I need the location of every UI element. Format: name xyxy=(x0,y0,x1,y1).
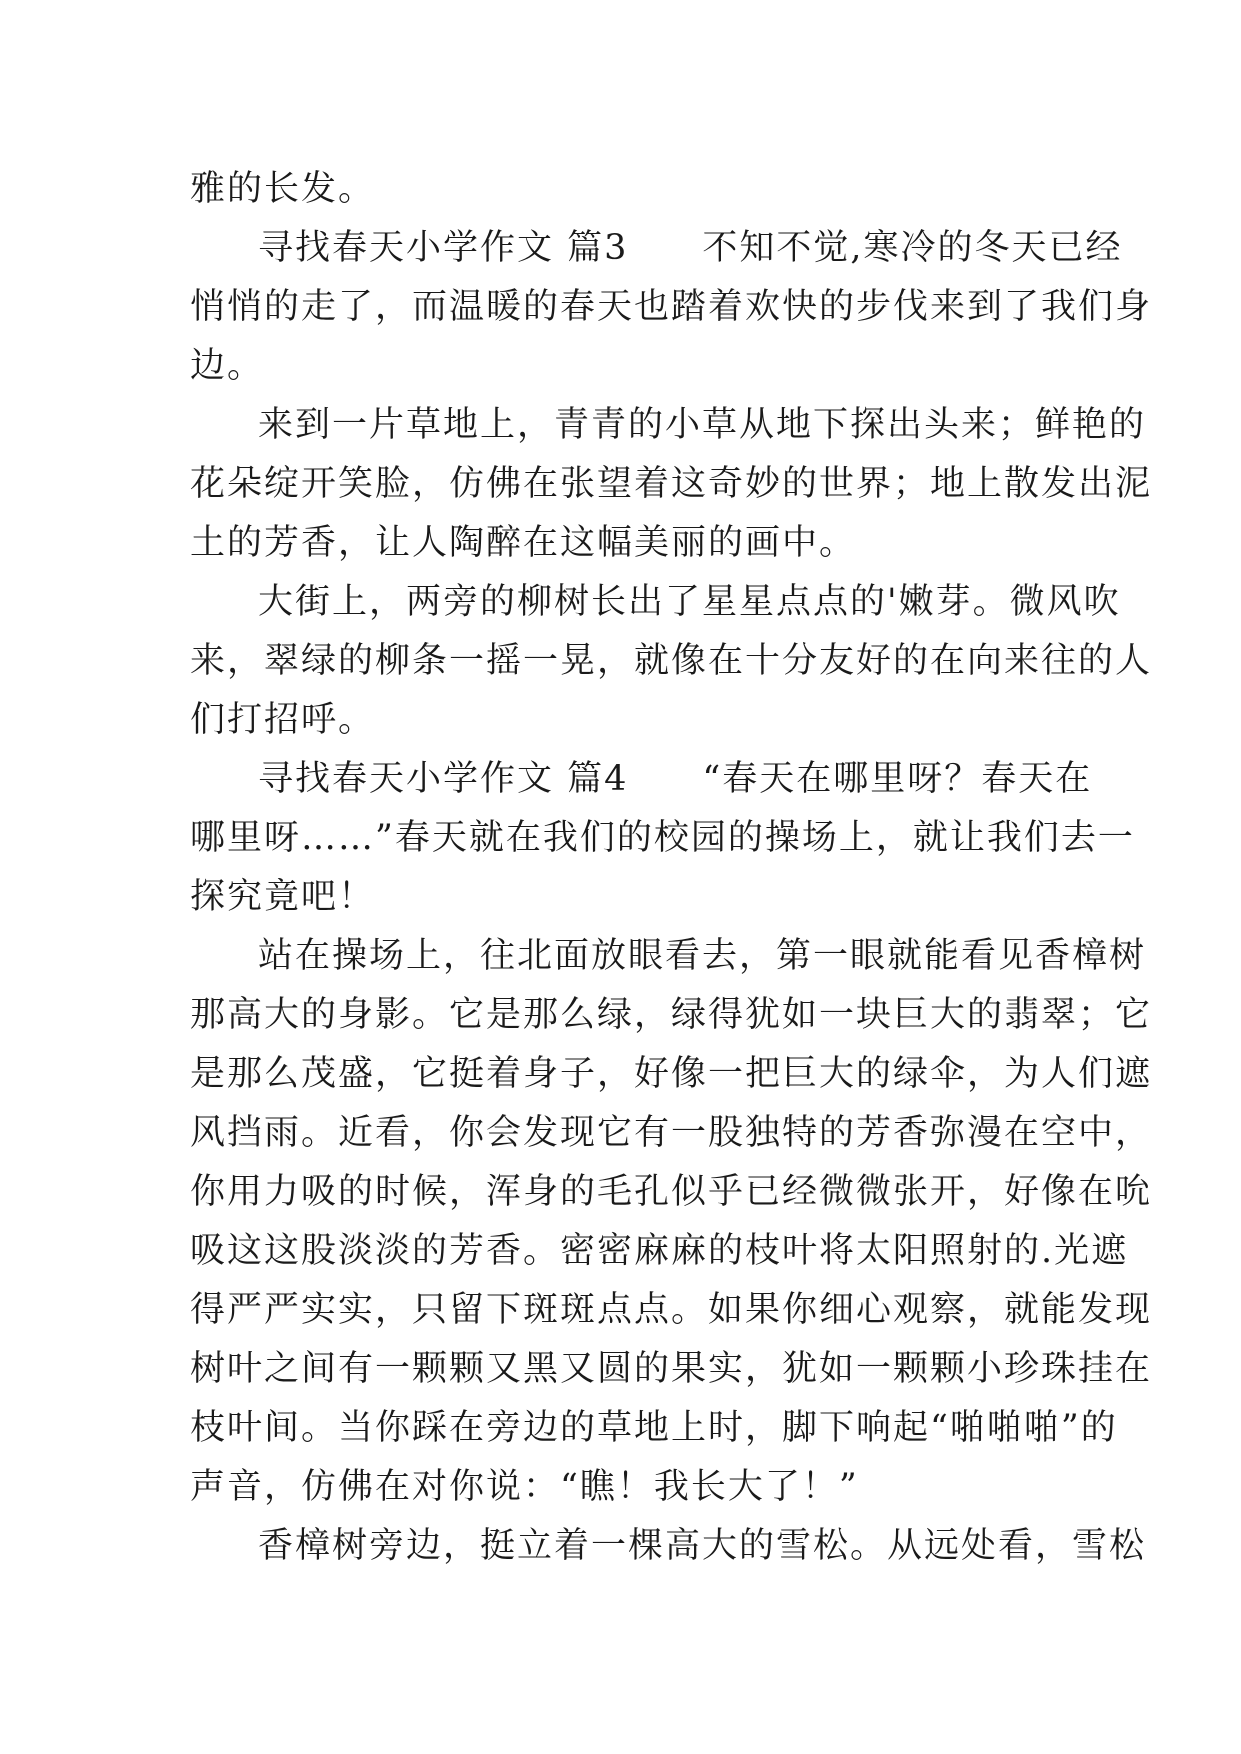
text-line: 那高大的身影。它是那么绿，绿得犹如一块巨大的翡翠；它 xyxy=(190,995,1153,1035)
text-line: 探究竟吧！ xyxy=(190,877,376,917)
text-line: 枝叶间。当你踩在旁边的草地上时，脚下响起“啪啪啪”的 xyxy=(190,1408,1118,1448)
article-body xyxy=(190,160,1153,1576)
paragraph-start-line: 寻找春天小学作文 篇3 不知不觉,寒冷的冬天已经 xyxy=(258,228,1123,268)
paragraph-start-line: 寻找春天小学作文 篇4 “春天在哪里呀？春天在 xyxy=(258,759,1093,799)
text-line: 得严严实实，只留下斑斑点点。如果你细心观察，就能发现 xyxy=(190,1290,1153,1330)
text-line: 是那么茂盛，它挺着身子，好像一把巨大的绿伞，为人们遮 xyxy=(190,1054,1153,1094)
text-line: 边。 xyxy=(190,346,265,386)
paragraph-start-line: 来到一片草地上，青青的小草从地下探出头来；鲜艳的 xyxy=(258,405,1147,445)
text-line: 土的芳香，让人陶醉在这幅美丽的画中。 xyxy=(190,523,857,563)
text-line: 雅的长发。 xyxy=(190,169,376,209)
text-line: 花朵绽开笑脸，仿佛在张望着这奇妙的世界；地上散发出泥 xyxy=(190,464,1153,504)
text-line: 声音，仿佛在对你说：“瞧！我长大了！” xyxy=(190,1467,859,1507)
text-line: 们打招呼。 xyxy=(190,700,376,740)
text-line: 树叶之间有一颗颗又黑又圆的果实，犹如一颗颗小珍珠挂在 xyxy=(190,1349,1153,1389)
text-line: 来，翠绿的柳条一摇一晃，就像在十分友好的在向来往的人 xyxy=(190,641,1153,681)
paragraph-start-line: 大街上，两旁的柳树长出了星星点点的'嫩芽。微风吹 xyxy=(258,582,1121,622)
paragraph-start-line: 香樟树旁边，挺立着一棵高大的雪松。从远处看，雪松 xyxy=(258,1526,1147,1566)
text-line: 吸这这股淡淡的芳香。密密麻麻的枝叶将太阳照射的.光遮 xyxy=(190,1231,1129,1271)
text-line: 你用力吸的时候，浑身的毛孔似乎已经微微张开，好像在吮 xyxy=(190,1172,1153,1212)
text-line: 风挡雨。近看，你会发现它有一股独特的芳香弥漫在空中， xyxy=(190,1113,1153,1153)
paragraph-start-line: 站在操场上，往北面放眼看去，第一眼就能看见香樟树 xyxy=(258,936,1147,976)
text-line: 哪里呀……”春天就在我们的校园的操场上，就让我们去一 xyxy=(190,818,1135,858)
text-line: 悄悄的走了，而温暖的春天也踏着欢快的步伐来到了我们身 xyxy=(190,287,1153,327)
